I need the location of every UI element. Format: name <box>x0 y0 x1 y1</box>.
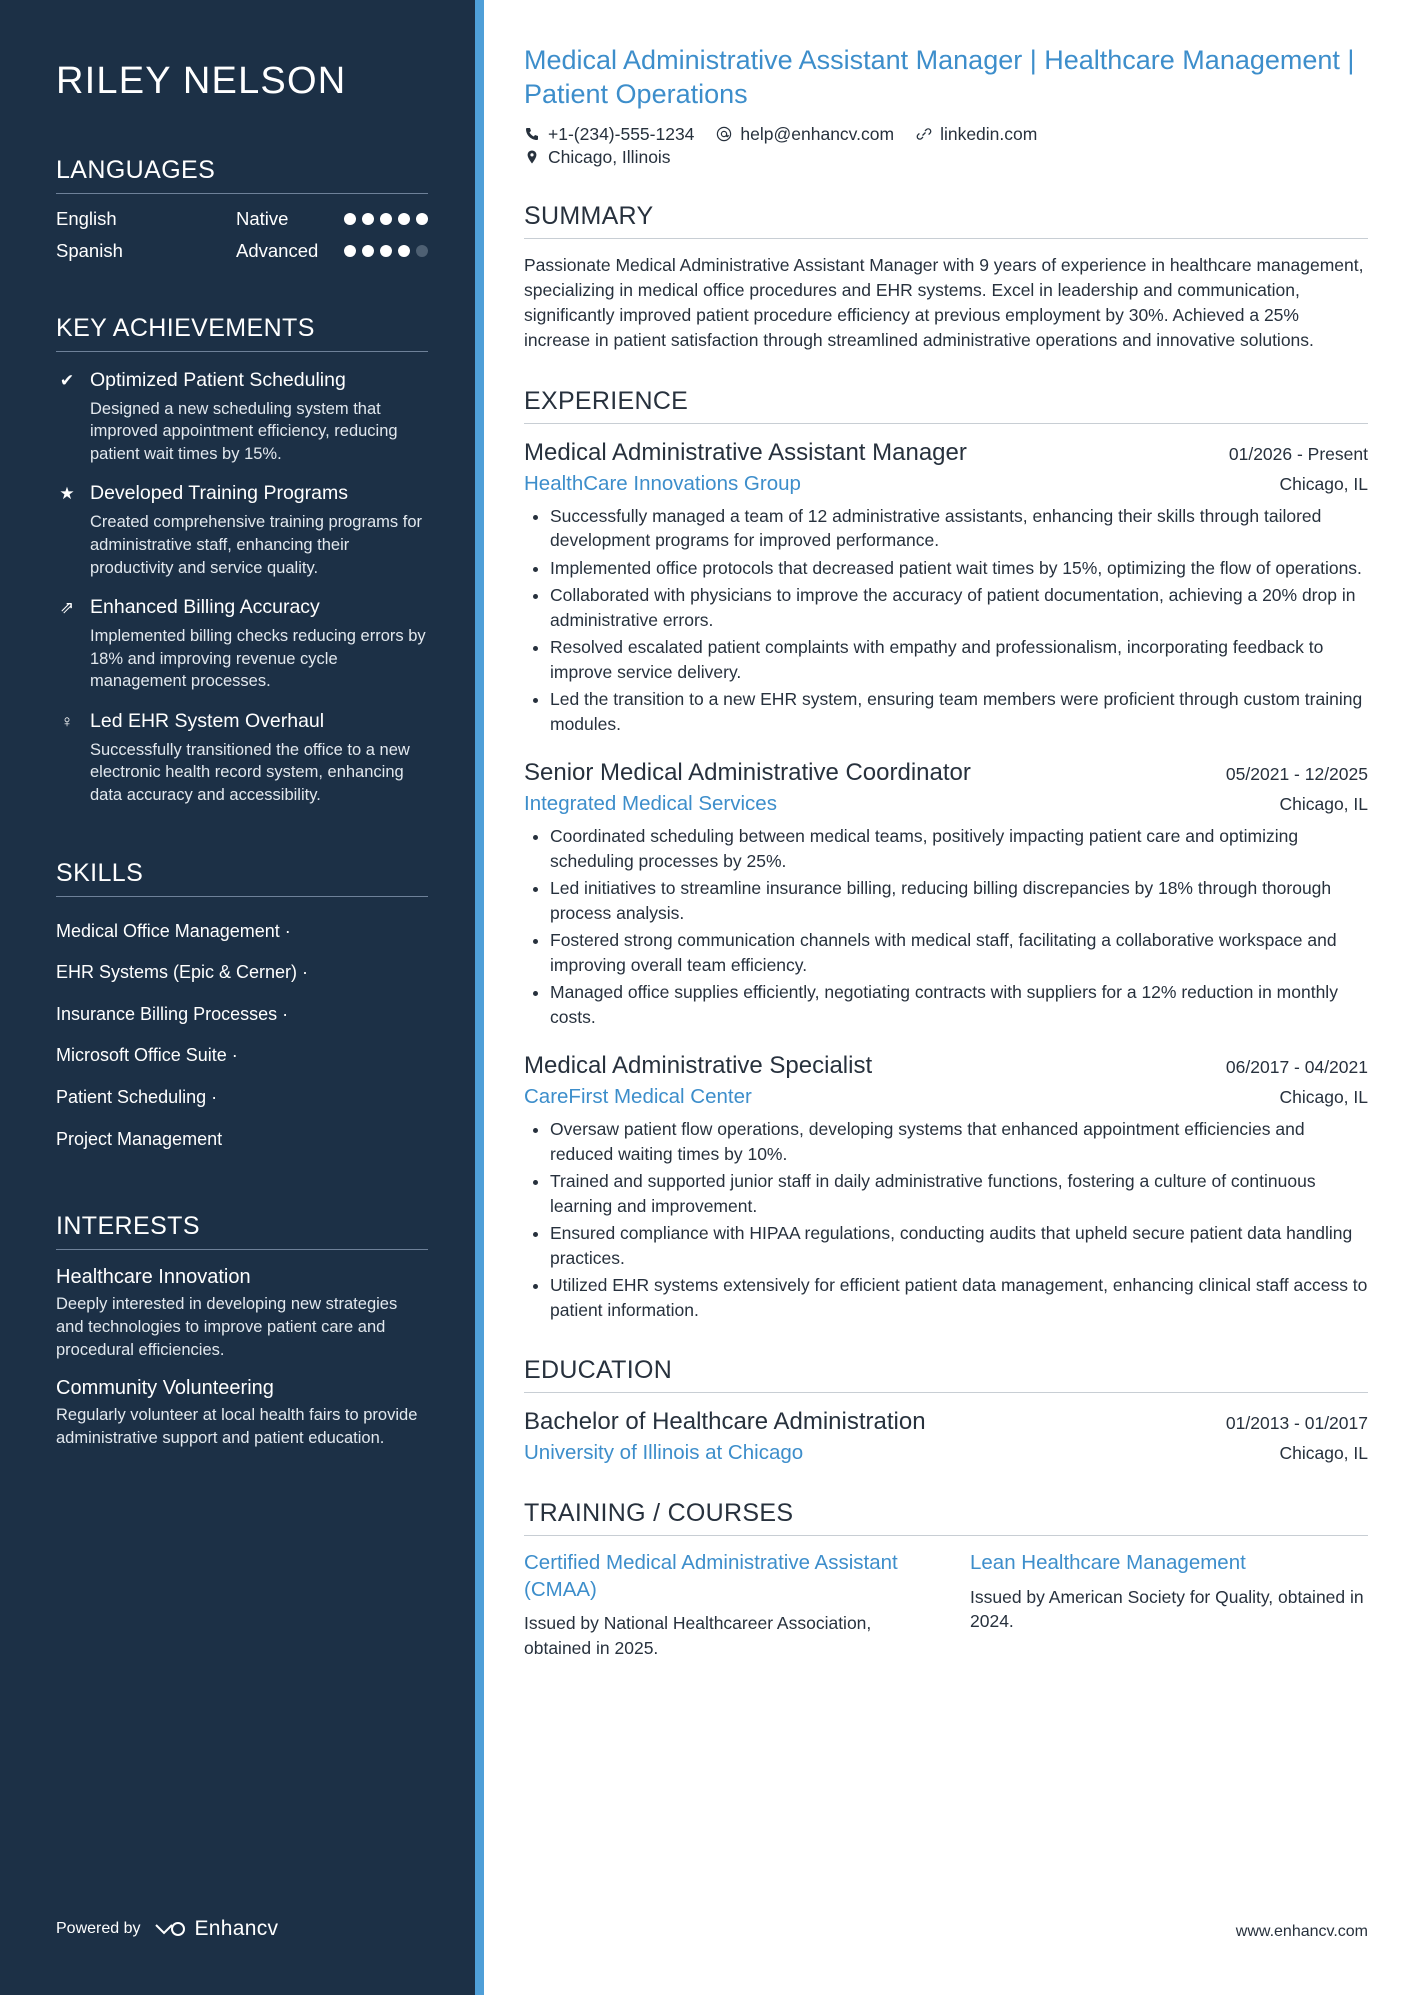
training-item-title[interactable]: Certified Medical Administrative Assistant (CMAA) <box>524 1551 898 1601</box>
achievement-title: Optimized Patient Scheduling <box>90 368 346 391</box>
achievement-desc: Successfully transitioned the office to a new electronic health record system, enhancing data accuracy and accessibility. <box>90 740 410 805</box>
experience-title: EXPERIENCE <box>524 387 1368 424</box>
interest-title: Community Volunteering <box>56 1377 274 1400</box>
candidate-name: RILEY NELSON <box>56 60 347 102</box>
contact-row-primary <box>524 124 1368 145</box>
language-level: Native <box>236 207 289 229</box>
section-interests <box>56 1212 428 1450</box>
training-item-desc: Issued by National Healthcareer Association, obtained in 2025. <box>524 1613 872 1658</box>
job-location: Chicago, IL <box>1279 473 1368 494</box>
achievement-item <box>56 709 428 807</box>
lightbulb-icon: ♀ <box>60 711 74 731</box>
job-dates: 06/2017 - 04/2021 <box>1225 1057 1368 1078</box>
training-item <box>524 1550 922 1660</box>
language-rating-dots <box>344 213 428 225</box>
achievement-title: Led EHR System Overhaul <box>90 709 325 732</box>
job-bullet: • Coordinated scheduling between medical teams, positively impacting patient care and optimizing scheduling processes by 25%. <box>550 824 1368 873</box>
location-pin-icon <box>524 149 540 165</box>
degree-title: Bachelor of Healthcare Administration <box>524 1408 926 1436</box>
education-title: EDUCATION <box>524 1356 1368 1393</box>
job-company[interactable]: Integrated Medical Services <box>524 792 777 816</box>
job-bullet: • Successfully managed a team of 12 administrative assistants, enhancing their skills through tailored development programs for improved performance. <box>550 504 1368 553</box>
experience-item <box>524 1051 1368 1322</box>
achievements-title: KEY ACHIEVEMENTS <box>56 314 428 352</box>
language-item <box>56 208 428 230</box>
section-key-achievements <box>56 314 428 807</box>
job-company[interactable]: HealthCare Innovations Group <box>524 471 801 495</box>
school-location: Chicago, IL <box>1279 1443 1368 1464</box>
location-text: Chicago, Illinois <box>548 146 671 167</box>
job-dates: 05/2021 - 12/2025 <box>1225 764 1368 785</box>
job-location: Chicago, IL <box>1279 794 1368 815</box>
job-bullets <box>524 1117 1368 1322</box>
job-bullet: • Utilized EHR systems extensively for efficient patient data management, enhancing clinical staff access to patient information. <box>550 1273 1368 1322</box>
achievement-item <box>56 481 428 579</box>
education-item <box>524 1407 1368 1465</box>
check-icon: ✔ <box>59 370 75 390</box>
section-education <box>524 1356 1368 1465</box>
interest-desc: Regularly volunteer at local health fairs to provide administrative support and patient education. <box>56 1406 418 1448</box>
experience-item <box>524 758 1368 1029</box>
email-icon <box>716 126 732 142</box>
phone-icon <box>524 126 540 142</box>
language-name: Spanish <box>56 239 123 261</box>
summary-text: Passionate Medical Administrative Assistant Manager with 9 years of experience in healthcare management, specializing in medical office procedures and EHR systems. Excel in leadership and communication, significantly improved patient procedure efficiency at previous employment by 30%. Achieved a 25% increase in patient satisfaction through streamlined administrative operations and innovative solutions. <box>524 254 1364 350</box>
achievement-item <box>56 595 428 693</box>
section-skills <box>56 859 428 1161</box>
enhancv-wordmark: Enhancv <box>194 1917 279 1940</box>
skills-title: SKILLS <box>56 859 428 897</box>
main-content <box>484 0 1410 1995</box>
job-title: Senior Medical Administrative Coordinator <box>524 759 971 787</box>
section-training <box>524 1499 1368 1660</box>
skill-item: Microsoft Office Suite · <box>56 1045 238 1066</box>
job-bullet: • Ensured compliance with HIPAA regulations, conducting audits that upheld secure patient data handling practices. <box>550 1221 1368 1270</box>
contact-phone <box>524 124 694 145</box>
chart-arrow-icon: ⇗ <box>59 598 75 618</box>
job-bullets <box>524 824 1368 1029</box>
contact-row-location <box>524 147 1368 168</box>
section-languages <box>56 156 428 262</box>
enhancv-logo <box>153 1917 279 1941</box>
summary-title: SUMMARY <box>524 202 1368 239</box>
job-company[interactable]: CareFirst Medical Center <box>524 1085 752 1109</box>
degree-dates: 01/2013 - 01/2017 <box>1225 1413 1368 1434</box>
contact-email <box>716 124 894 145</box>
languages-title: LANGUAGES <box>56 156 428 194</box>
achievement-item <box>56 368 428 466</box>
link-icon <box>916 126 932 142</box>
language-item <box>56 240 428 262</box>
job-bullet: • Managed office supplies efficiently, negotiating contracts with suppliers for a 12% reduction in monthly costs. <box>550 980 1368 1029</box>
job-bullet: • Oversaw patient flow operations, developing systems that enhanced appointment efficiencies and reduced waiting times by 10%. <box>550 1117 1368 1166</box>
experience-item <box>524 438 1368 737</box>
training-title: TRAINING / COURSES <box>524 1499 1368 1536</box>
enhancv-mark-icon <box>153 1919 187 1939</box>
job-bullet: • Resolved escalated patient complaints with empathy and professionalism, incorporating feedback to improve service delivery. <box>550 635 1368 684</box>
achievement-desc: Implemented billing checks reducing errors by 18% and improving revenue cycle management processes. <box>90 627 426 691</box>
contact-location <box>524 147 671 168</box>
achievement-desc: Created comprehensive training programs for administrative staff, enhancing their productivity and service quality. <box>90 513 422 577</box>
email-text[interactable]: help@enhancv.com <box>740 123 895 144</box>
professional-headline: Medical Administrative Assistant Manager | Healthcare Management | Patient Operations <box>524 45 1355 109</box>
achievement-title: Developed Training Programs <box>90 482 348 505</box>
link-text[interactable]: linkedin.com <box>940 123 1038 144</box>
job-bullet: • Trained and supported junior staff in daily administrative functions, fostering a culture of continuous learning and improvement. <box>550 1169 1368 1218</box>
job-bullet: • Collaborated with physicians to improve the accuracy of patient documentation, achieving a 20% drop in administrative errors. <box>550 583 1368 632</box>
training-item-title[interactable]: Lean Healthcare Management <box>970 1551 1246 1575</box>
job-location: Chicago, IL <box>1279 1087 1368 1108</box>
powered-by-label: Powered by <box>56 1920 141 1937</box>
section-experience <box>524 387 1368 1323</box>
star-icon: ★ <box>59 484 75 504</box>
job-bullets <box>524 504 1368 737</box>
skill-item: Medical Office Management · <box>56 920 291 941</box>
job-bullet: • Led the transition to a new EHR system, ensuring team members were proficient through custom training modules. <box>550 687 1368 736</box>
training-item-desc: Issued by American Society for Quality, obtained in 2024. <box>970 1586 1364 1632</box>
interest-item <box>56 1266 428 1361</box>
skill-item: EHR Systems (Epic & Cerner) · <box>56 962 309 983</box>
sidebar-accent-bar <box>475 0 484 1995</box>
sidebar <box>0 0 484 1995</box>
training-item <box>970 1550 1368 1660</box>
school-name[interactable]: University of Illinois at Chicago <box>524 1441 804 1465</box>
language-level: Advanced <box>236 239 319 261</box>
interests-title: INTERESTS <box>56 1212 428 1250</box>
contact-link[interactable] <box>916 124 1037 145</box>
language-name: English <box>56 207 117 229</box>
job-bullet: • Implemented office protocols that decreased patient wait times by 15%, optimizing the flow of operations. <box>550 556 1368 581</box>
footer-website: www.enhancv.com <box>1235 1923 1368 1940</box>
skill-item: Insurance Billing Processes · <box>56 1003 289 1024</box>
skill-item: Patient Scheduling · <box>56 1087 218 1107</box>
job-dates: 01/2026 - Present <box>1228 443 1368 464</box>
job-bullet: • Fostered strong communication channels with medical staff, facilitating a collaborative workspace and improving overall team efficiency. <box>550 928 1368 977</box>
achievement-desc: Designed a new scheduling system that improved appointment efficiency, reducing patient wait times by 15%. <box>90 399 398 463</box>
interest-desc: Deeply interested in developing new strategies and technologies to improve patient care and procedural efficiencies. <box>56 1295 398 1359</box>
powered-by-block <box>56 1917 278 1941</box>
interest-title: Healthcare Innovation <box>56 1266 251 1289</box>
language-rating-dots <box>344 245 428 257</box>
skill-item: Project Management <box>56 1128 223 1149</box>
section-summary <box>524 202 1368 353</box>
job-bullet: • Led initiatives to streamline insurance billing, reducing billing discrepancies by 18% through thorough process analysis. <box>550 876 1368 925</box>
job-title: Medical Administrative Specialist <box>524 1052 873 1080</box>
interest-item <box>56 1377 428 1450</box>
job-title: Medical Administrative Assistant Manager <box>524 438 967 466</box>
phone-text: +1-(234)-555-1234 <box>548 123 695 144</box>
achievement-title: Enhanced Billing Accuracy <box>90 596 320 619</box>
